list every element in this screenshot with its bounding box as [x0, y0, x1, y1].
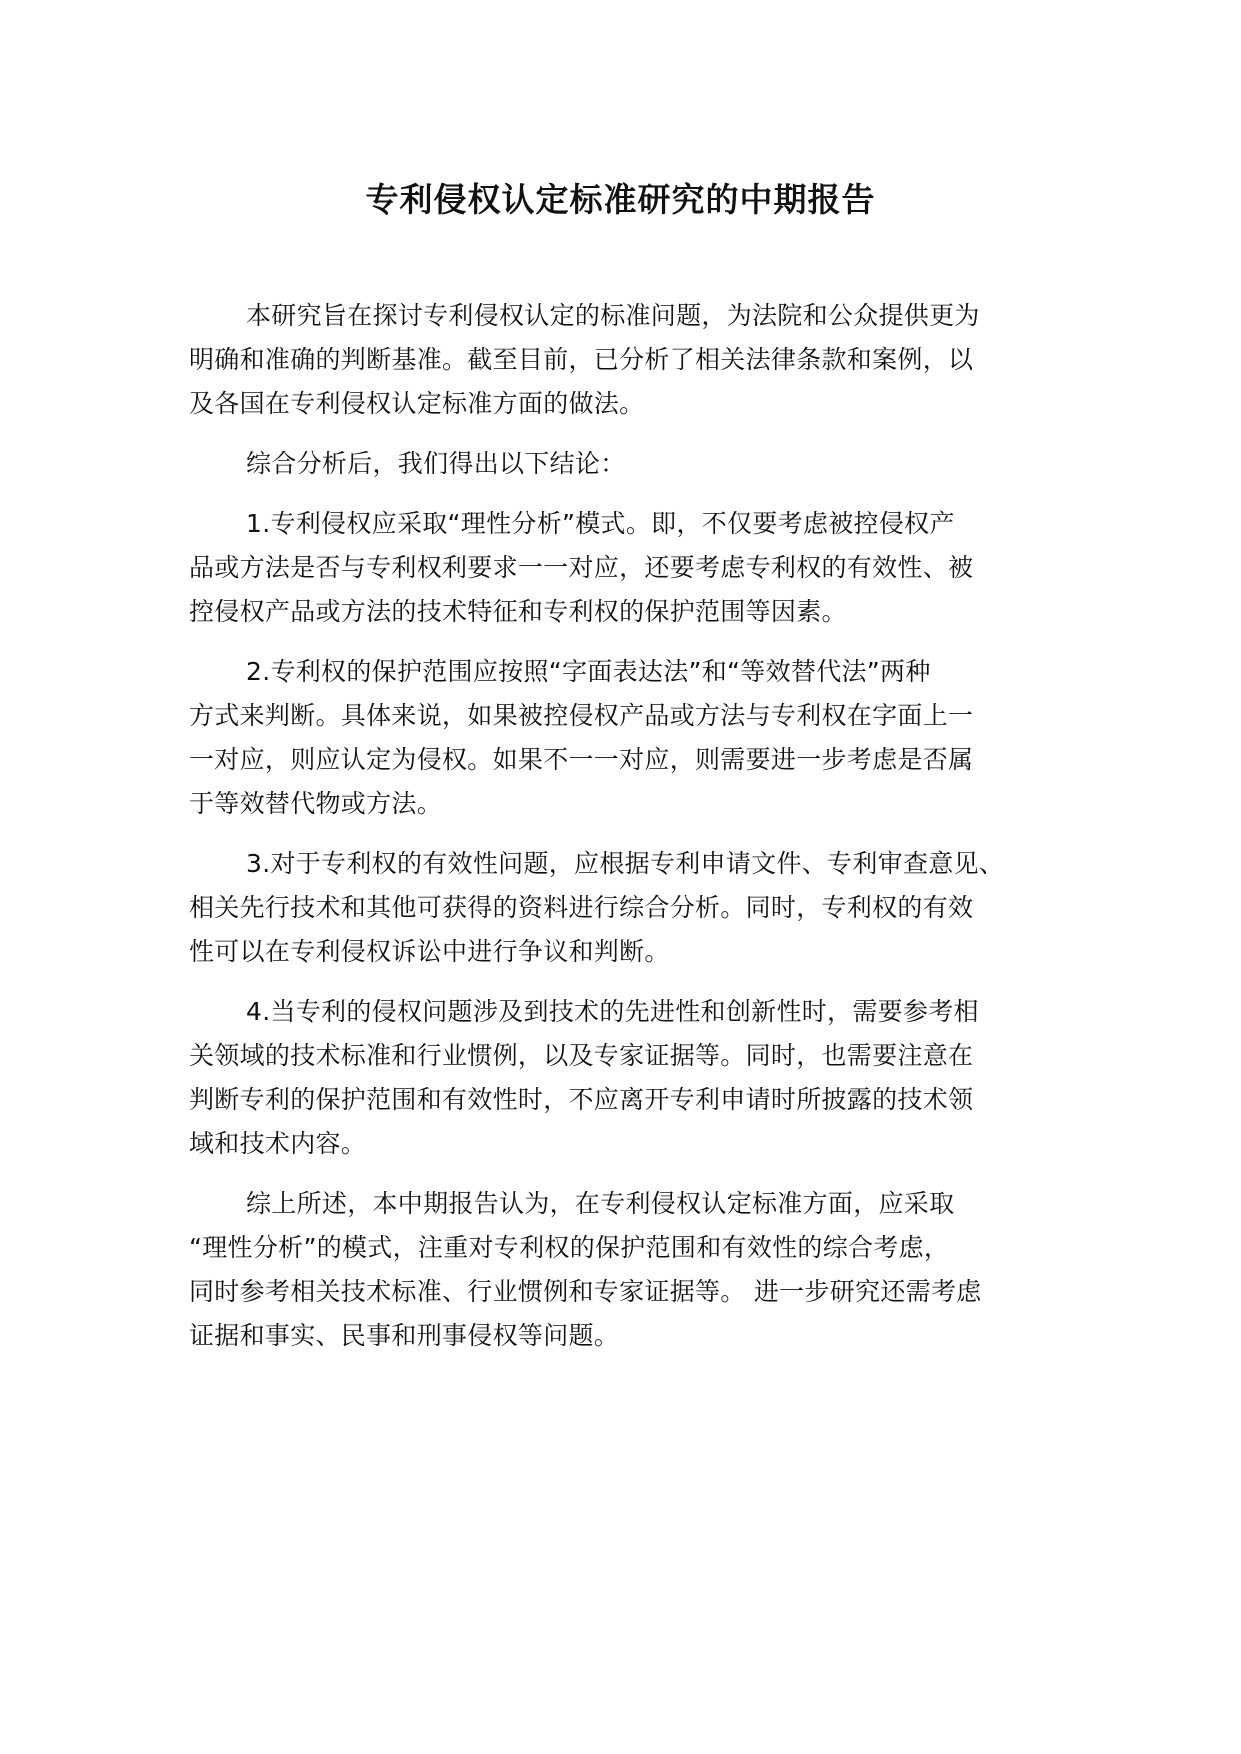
- paragraph-line: 证据和事实、民事和刑事侵权等问题。: [189, 1321, 620, 1350]
- paragraph-final-summary: [189, 1182, 1069, 1358]
- paragraph-conclusion-1: [189, 502, 1069, 634]
- paragraph-line: 判断专利的保护范围和有效性时，不应离开专利申请时所披露的技术领: [189, 1085, 974, 1114]
- paragraph-line: 品或方法是否与专利权利要求一一对应，还要考虑专利权的有效性、被: [189, 553, 974, 582]
- paragraph-line: 综上所述，本中期报告认为，在专利侵权认定标准方面，应采取: [246, 1189, 955, 1218]
- paragraph-line: 4.当专利的侵权问题涉及到技术的先进性和创新性时，需要参考相: [246, 997, 979, 1026]
- paragraph-line: 及各国在专利侵权认定标准方面的做法。: [189, 389, 645, 418]
- document-body: [189, 294, 1069, 1374]
- paragraph-conclusion-2: [189, 650, 1069, 826]
- paragraph-line: 控侵权产品或方法的技术特征和专利权的保护范围等因素。: [189, 597, 847, 626]
- paragraph-line: 关领域的技术标准和行业惯例，以及专家证据等。同时，也需要注意在: [189, 1041, 974, 1070]
- paragraph-summary-lead: [189, 442, 1069, 486]
- paragraph-conclusion-3: [189, 842, 1069, 974]
- paragraph-line: 2.专利权的保护范围应按照“字面表达法”和“等效替代法”两种: [246, 657, 931, 686]
- paragraph-line: “理性分析”的模式，注重对专利权的保护范围和有效性的综合考虑，: [189, 1233, 950, 1262]
- paragraph-line: 3.对于专利权的有效性问题，应根据专利申请文件、专利审查意见、: [246, 849, 1005, 878]
- page-title: 专利侵权认定标准研究的中期报告: [365, 180, 876, 219]
- paragraph-line: 本研究旨在探讨专利侵权认定的标准问题，为法院和公众提供更为: [246, 301, 980, 330]
- paragraph-line: 相关先行技术和其他可获得的资料进行综合分析。同时，专利权的有效: [189, 893, 974, 922]
- paragraph-intro: [189, 294, 1069, 426]
- paragraph-line: 同时参考相关技术标准、行业惯例和专家证据等。 进一步研究还需考虑: [189, 1277, 982, 1306]
- paragraph-line: 综合分析后，我们得出以下结论：: [246, 449, 626, 478]
- paragraph-line: 域和技术内容。: [189, 1129, 367, 1158]
- paragraph-line: 一对应，则应认定为侵权。如果不一一对应，则需要进一步考虑是否属: [189, 745, 974, 774]
- paragraph-conclusion-4: [189, 990, 1069, 1166]
- paragraph-line: 于等效替代物或方法。: [189, 789, 443, 818]
- paragraph-line: 方式来判断。具体来说，如果被控侵权产品或方法与专利权在字面上一: [189, 701, 974, 730]
- paragraph-line: 性可以在专利侵权诉讼中进行争议和判断。: [189, 937, 670, 966]
- paragraph-line: 明确和准确的判断基准。截至目前，已分析了相关法律条款和案例，以: [189, 345, 974, 374]
- paragraph-line: 1.专利侵权应采取“理性分析”模式。即，不仅要考虑被控侵权产: [246, 509, 955, 538]
